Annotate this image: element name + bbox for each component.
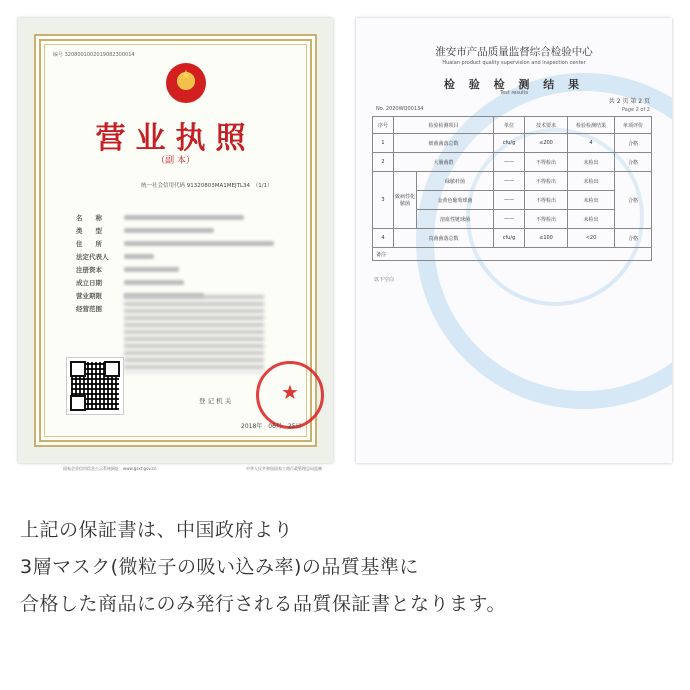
license-field — [76, 276, 274, 289]
column-header: 序号 — [373, 117, 394, 134]
license-field — [76, 250, 274, 263]
report-page: 共 2 页 第 2 页 Page 2 of 2 — [608, 98, 650, 113]
table-row: 溶血性链球菌 —— 不得检出 未检出 — [373, 210, 652, 229]
field-label: 类 型 — [76, 227, 102, 235]
business-license-image — [18, 18, 333, 471]
license-footer-right: 中华人民共和国国家工商行政管理总局监制 — [246, 466, 322, 471]
caption-line-2: 3層マスク(微粒子の吸い込み率)の品質基準に — [20, 556, 419, 578]
license-footer-left: 国家企业信用信息公示系统网址：www.gsxt.gov.cn — [63, 466, 157, 471]
column-header: 技术要求 — [525, 117, 568, 134]
field-label: 法定代表人 — [76, 253, 109, 261]
redacted-value — [124, 267, 179, 272]
column-header: 单位 — [494, 117, 525, 134]
field-label: 营业期限 — [76, 292, 102, 300]
field-label: 住 所 — [76, 240, 102, 248]
license-title: 营业执照 — [95, 121, 256, 156]
license-field — [76, 237, 274, 250]
redacted-business-scope — [124, 295, 264, 373]
report-number: No. 2020WQ00134 — [376, 106, 424, 112]
redacted-value — [124, 254, 154, 259]
field-label: 名 称 — [76, 214, 102, 222]
redacted-value — [124, 228, 214, 233]
report-organization-en: Huaian product quality supervision and inspection center — [442, 60, 586, 66]
column-header: 检验检测结果 — [568, 117, 615, 134]
column-header: 单项评价 — [615, 117, 652, 134]
caption-line-1: 上記の保証書は、中国政府より — [20, 519, 294, 541]
official-seal-icon: ★ — [256, 361, 324, 429]
field-label: 成立日期 — [76, 279, 102, 287]
field-label: 注册资本 — [76, 266, 102, 274]
redacted-value — [124, 241, 274, 246]
report-organization: 淮安市产品质量监督综合检验中心 — [435, 46, 593, 58]
column-header: 检验检测项目 — [394, 117, 494, 134]
report-title: 检 验 检 测 结 果 — [443, 78, 585, 91]
license-serial: 编号 3208001002019082300014 — [53, 52, 135, 58]
table-row: 4 真菌菌落总数 cfu/g ≤100 <20 合格 — [373, 229, 652, 248]
license-credit-code: 统一社会信用代码 91320803MA1MEJTL34 （1/1） — [141, 183, 273, 189]
note-cell: 备注 — [373, 248, 652, 261]
report-title-en: Test results — [499, 90, 529, 96]
table-row: 金黄色葡萄球菌 —— 不得检出 未检出 — [373, 191, 652, 210]
redacted-value — [124, 280, 184, 285]
table-row — [373, 248, 652, 261]
group-label: 致病性化脓菌 — [394, 172, 417, 229]
field-label: 经营范围 — [76, 305, 102, 313]
qr-code-icon — [66, 357, 124, 415]
redacted-value — [124, 215, 244, 220]
table-row: 2 大肠菌群 —— 不得检出 未检出 合格 — [373, 153, 652, 172]
results-table — [372, 116, 652, 261]
registration-authority: 登 记 机 关 — [199, 397, 232, 405]
license-field — [76, 263, 274, 276]
issue-date: 2018年 06月 25日 — [241, 423, 302, 430]
caption — [20, 512, 506, 623]
table-row: 1 细菌菌落总数 cfu/g ≤200 4 合格 — [373, 134, 652, 153]
license-frame — [34, 34, 322, 471]
test-report-image — [356, 18, 672, 463]
national-emblem-icon: ★ — [166, 63, 206, 103]
caption-line-3: 合格した商品にのみ発行される品質保証書となります。 — [20, 593, 506, 615]
blank-below-note: 以下空白 — [374, 277, 395, 283]
license-subtitle: （副 本） — [156, 156, 195, 166]
table-header-row — [373, 117, 652, 134]
license-field — [76, 211, 274, 224]
table-row: 3 致病性化脓菌 绿脓杆菌 —— 不得检出 未检出 合格 — [373, 172, 652, 191]
license-field — [76, 224, 274, 237]
